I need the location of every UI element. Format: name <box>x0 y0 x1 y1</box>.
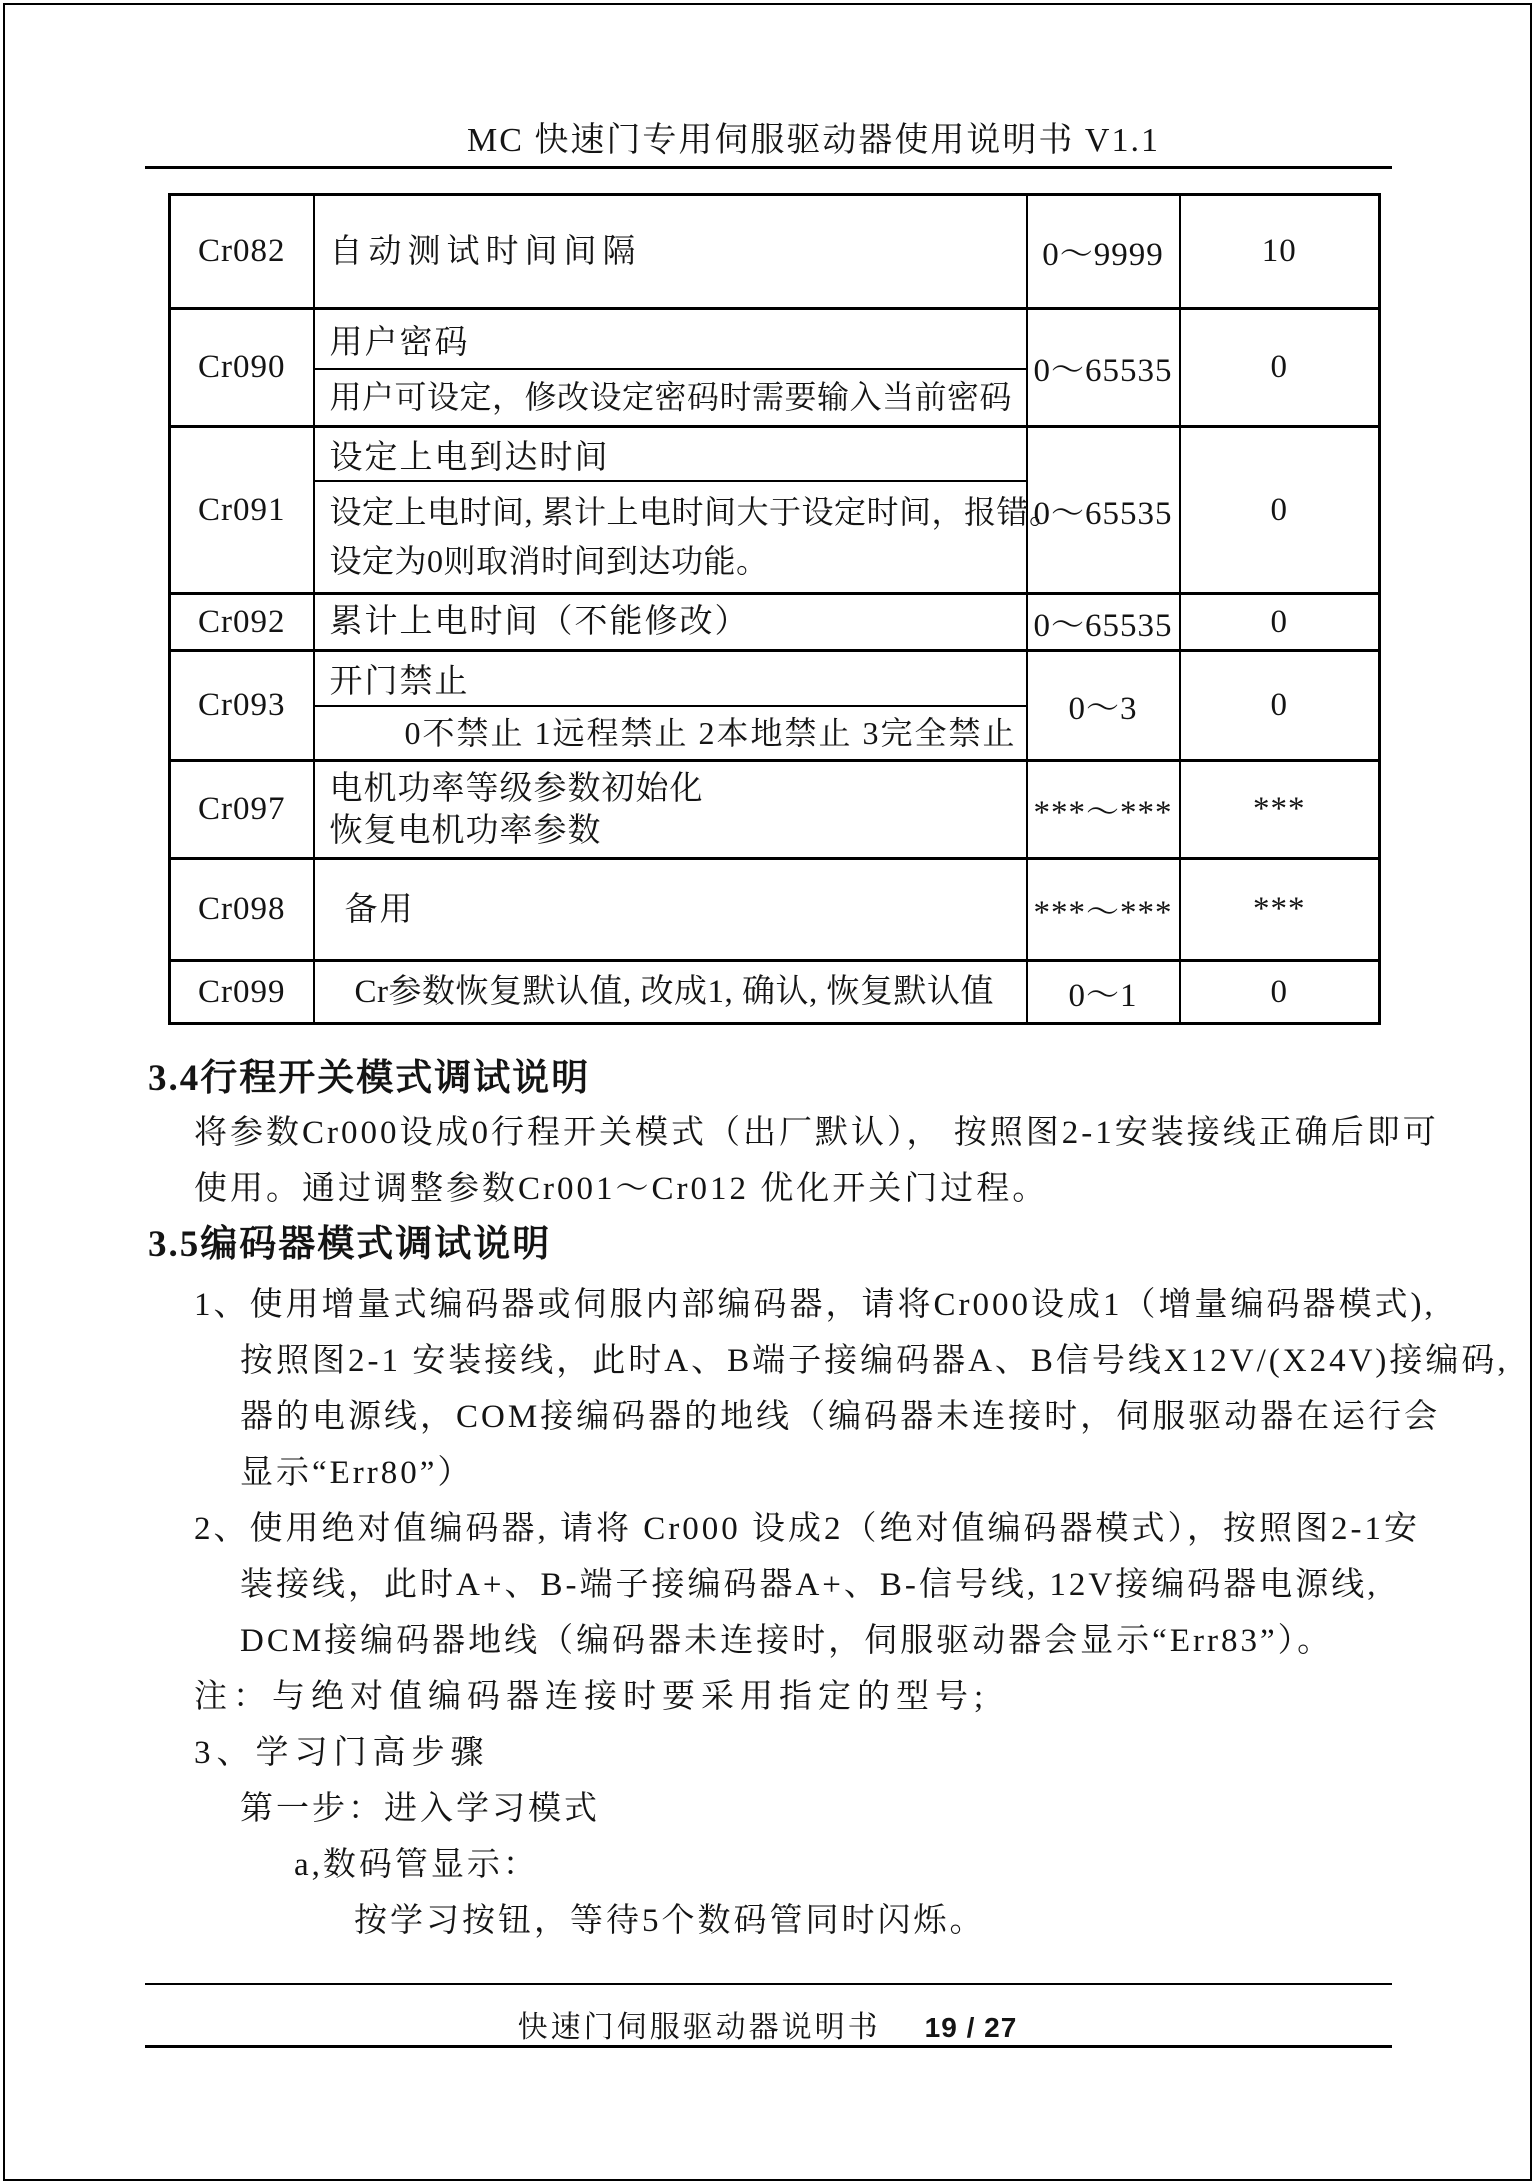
description-line: 电机功率等级参数初始化 <box>329 770 704 807</box>
param-description-cell <box>314 859 1027 961</box>
param-range-cell: 0～1 <box>1027 961 1180 1024</box>
table-row <box>170 761 1380 859</box>
table-row <box>170 427 1380 594</box>
section-text-line: 注：与绝对值编码器连接时要采用指定的型号; <box>194 1679 990 1715</box>
section-text-line: 将参数Cr000设成0行程开关模式（出厂默认）， 按照图2-1安装接线正确后即可 <box>194 1115 1439 1151</box>
section-text-line: 使用。通过调整参数Cr001～Cr012 优化开关门过程。 <box>194 1171 1049 1207</box>
description-split-wrap <box>315 652 1026 759</box>
param-description-cell <box>314 594 1027 651</box>
description-detail <box>315 707 1026 759</box>
section-text-line: 显示“Err80”） <box>240 1455 474 1491</box>
description-detail-line: 设定为0则取消时间到达功能。 <box>329 543 769 579</box>
table-row <box>170 651 1380 761</box>
param-code-cell: Cr091 <box>170 427 314 594</box>
description-line: 备用 <box>344 891 415 928</box>
param-default-cell: 0 <box>1180 651 1380 761</box>
description-split-wrap <box>315 310 1026 425</box>
section-text-line: a,数码管显示： <box>294 1847 539 1883</box>
param-description-cell <box>314 195 1027 309</box>
param-range-cell: 0～65535 <box>1027 427 1180 594</box>
param-code-cell: Cr090 <box>170 309 314 427</box>
description-detail-line: 用户可设定，修改设定密码时需要输入当前密码 <box>329 379 1013 415</box>
description-detail-line: 0不禁止 1远程禁止 2本地禁止 3完全禁止 <box>404 714 1017 751</box>
footer-page-number: 19 / 27 <box>924 2012 1018 2043</box>
param-code-cell: Cr098 <box>170 859 314 961</box>
table-row <box>170 309 1380 427</box>
param-range-cell: 0～65535 <box>1027 594 1180 651</box>
param-code-cell: Cr099 <box>170 961 314 1024</box>
table-row <box>170 859 1380 961</box>
section-text-line: 按照图2-1 安装接线，此时A、B端子接编码器A、B信号线X12V/(X24V)接编码, <box>240 1343 1509 1379</box>
param-default-cell: 0 <box>1180 427 1380 594</box>
param-default-cell: *** <box>1180 859 1380 961</box>
section-text-line: 装接线，此时A+、B-端子接编码器A+、B-信号线, 12V接编码器电源线, <box>240 1567 1379 1603</box>
param-default-cell: 0 <box>1180 961 1380 1024</box>
description-title: 用户密码 <box>315 310 1026 370</box>
param-code-cell: Cr082 <box>170 195 314 309</box>
page-footer <box>0 2002 1535 2046</box>
section-text-line: 2、使用绝对值编码器, 请将 Cr000 设成2（绝对值编码器模式），按照图2-1安 <box>194 1511 1420 1547</box>
section-heading: 3.4行程开关模式调试说明 <box>148 1058 591 1099</box>
description-title: 开门禁止 <box>315 652 1026 707</box>
description-detail <box>315 370 1026 425</box>
param-default-cell: 0 <box>1180 594 1380 651</box>
param-description-cell <box>314 651 1027 761</box>
param-range-cell: 0～9999 <box>1027 195 1180 309</box>
description-split-wrap <box>315 428 1062 592</box>
param-code-cell: Cr093 <box>170 651 314 761</box>
table-row <box>170 195 1380 309</box>
param-range-cell: 0～65535 <box>1027 309 1180 427</box>
param-description-cell <box>314 427 1062 594</box>
description-line: 恢复电机功率参数 <box>329 812 602 849</box>
param-range-cell: 0～3 <box>1027 651 1180 761</box>
section-text-line: 3、学习门高步骤 <box>194 1735 490 1771</box>
table-row <box>170 594 1380 651</box>
param-default-cell: 10 <box>1180 195 1380 309</box>
description-line: 自动测试时间间隔 <box>329 233 642 270</box>
description-line: 累计上电时间（不能修改） <box>329 604 750 640</box>
param-default-cell: *** <box>1180 761 1380 859</box>
section-text-line: 1、使用增量式编码器或伺服内部编码器，请将Cr000设成1（增量编码器模式), <box>194 1287 1436 1323</box>
param-description-cell <box>314 309 1027 427</box>
parameter-table <box>168 193 1381 1025</box>
description-detail <box>315 482 1062 592</box>
param-code-cell: Cr092 <box>170 594 314 651</box>
param-range-cell: ***～*** <box>1027 761 1180 859</box>
param-description-cell <box>314 761 1027 859</box>
description-line: Cr参数恢复默认值, 改成1, 确认, 恢复默认值 <box>354 974 994 1010</box>
section-text-line: 第一步：进入学习模式 <box>240 1791 600 1827</box>
section-text-line: 器的电源线，COM接编码器的地线（编码器未连接时，伺服驱动器在运行会 <box>240 1399 1441 1435</box>
page-title: MC 快速门专用伺服驱动器使用说明书 V1.1 <box>467 122 1160 159</box>
param-default-cell: 0 <box>1180 309 1380 427</box>
description-detail-line: 设定上电时间, 累计上电时间大于设定时间，报错。 <box>329 494 1062 530</box>
section-text-line: DCM接编码器地线（编码器未连接时，伺服驱动器会显示“Err83”）。 <box>240 1623 1334 1659</box>
parameter-table-body <box>170 195 1380 1024</box>
footer-rule-top <box>145 1983 1392 1985</box>
header-rule <box>145 166 1392 169</box>
section-text-line: 按学习按钮，等待5个数码管同时闪烁。 <box>354 1903 986 1939</box>
footer-rule-bottom <box>145 2045 1392 2048</box>
param-code-cell: Cr097 <box>170 761 314 859</box>
section-heading: 3.5编码器模式调试说明 <box>148 1224 552 1265</box>
footer-doc-title: 快速门伺服驱动器说明书 <box>517 2011 881 2044</box>
param-range-cell: ***～*** <box>1027 859 1180 961</box>
sections-container <box>148 1013 1509 1949</box>
description-title: 设定上电到达时间 <box>315 428 1026 482</box>
